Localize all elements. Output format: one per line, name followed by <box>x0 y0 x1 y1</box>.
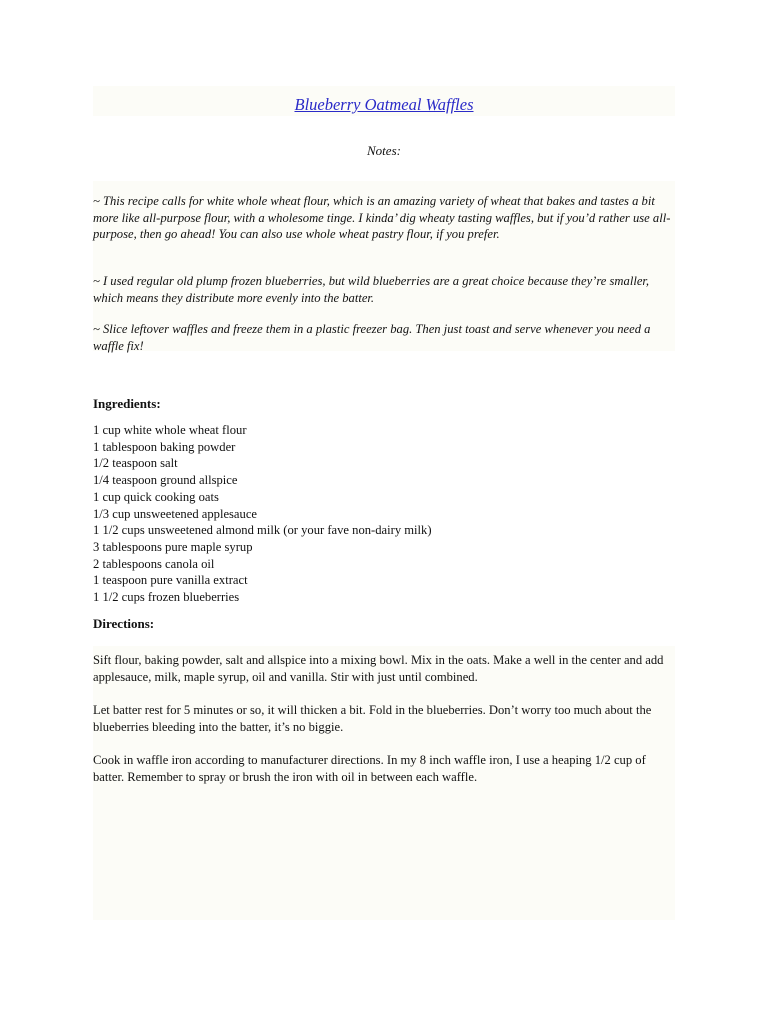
direction-paragraph: Sift flour, baking powder, salt and allspice into a mixing bowl. Mix in the oats. Make a well in the center and add applesauce, milk, maple syrup, oil and vanilla. Stir with just until combined. <box>93 653 664 684</box>
ingredient-item: 1 cup quick cooking oats <box>93 489 219 504</box>
notes-section <box>93 181 675 351</box>
ingredient-item: 2 tablespoons canola oil <box>93 556 215 571</box>
direction-paragraph: Cook in waffle iron according to manufacturer directions. In my 8 inch waffle iron, I use a heaping 1/2 cup of batter. Remember to spray or brush the iron with oil in between each waffle. <box>93 753 646 784</box>
ingredients-heading: Ingredients: <box>93 396 161 411</box>
directions-section <box>93 646 675 920</box>
recipe-title-link[interactable]: Blueberry Oatmeal Waffles <box>294 95 474 114</box>
ingredient-item: 1 teaspoon pure vanilla extract <box>93 573 248 588</box>
ingredient-item: 1/3 cup unsweetened applesauce <box>93 506 258 521</box>
ingredient-item: 1 cup white whole wheat flour <box>93 423 247 437</box>
note-paragraph: ~ Slice leftover waffles and freeze them in a plastic freezer bag. Then just toast and serve whenever you need a waffle fix! <box>93 322 651 353</box>
title-band <box>93 86 675 116</box>
ingredient-item: 1/2 teaspoon salt <box>93 456 178 471</box>
note-paragraph: ~ This recipe calls for white whole wheat flour, which is an amazing variety of wheat that bakes and tastes a bit more like all-purpose flour, with a wholesome tinge. I kinda’ dig wheaty tasting waffles, but if you’d rather use all-purpose, then go ahead! You can also use whole wheat pastry flour, if you prefer. <box>93 194 671 241</box>
directions-heading: Directions: <box>93 616 155 631</box>
ingredients-list <box>93 422 675 606</box>
direction-paragraph: Let batter rest for 5 minutes or so, it will thicken a bit. Fold in the blueberries. Don’t worry too much about the blueberries bleeding into the batter, it’s no biggie. <box>93 703 652 734</box>
note-paragraph: ~ I used regular old plump frozen blueberries, but wild blueberries are a great choice because they’re smaller, which means they distribute more evenly into the batter. <box>93 274 650 305</box>
ingredient-item: 1/4 teaspoon ground allspice <box>93 473 238 488</box>
notes-label: Notes: <box>367 143 401 158</box>
ingredient-item: 3 tablespoons pure maple syrup <box>93 539 253 554</box>
ingredient-item: 1 tablespoon baking powder <box>93 439 236 454</box>
ingredient-item: 1 1/2 cups frozen blueberries <box>93 590 240 605</box>
ingredient-item: 1 1/2 cups unsweetened almond milk (or your fave non-dairy milk) <box>93 523 432 538</box>
